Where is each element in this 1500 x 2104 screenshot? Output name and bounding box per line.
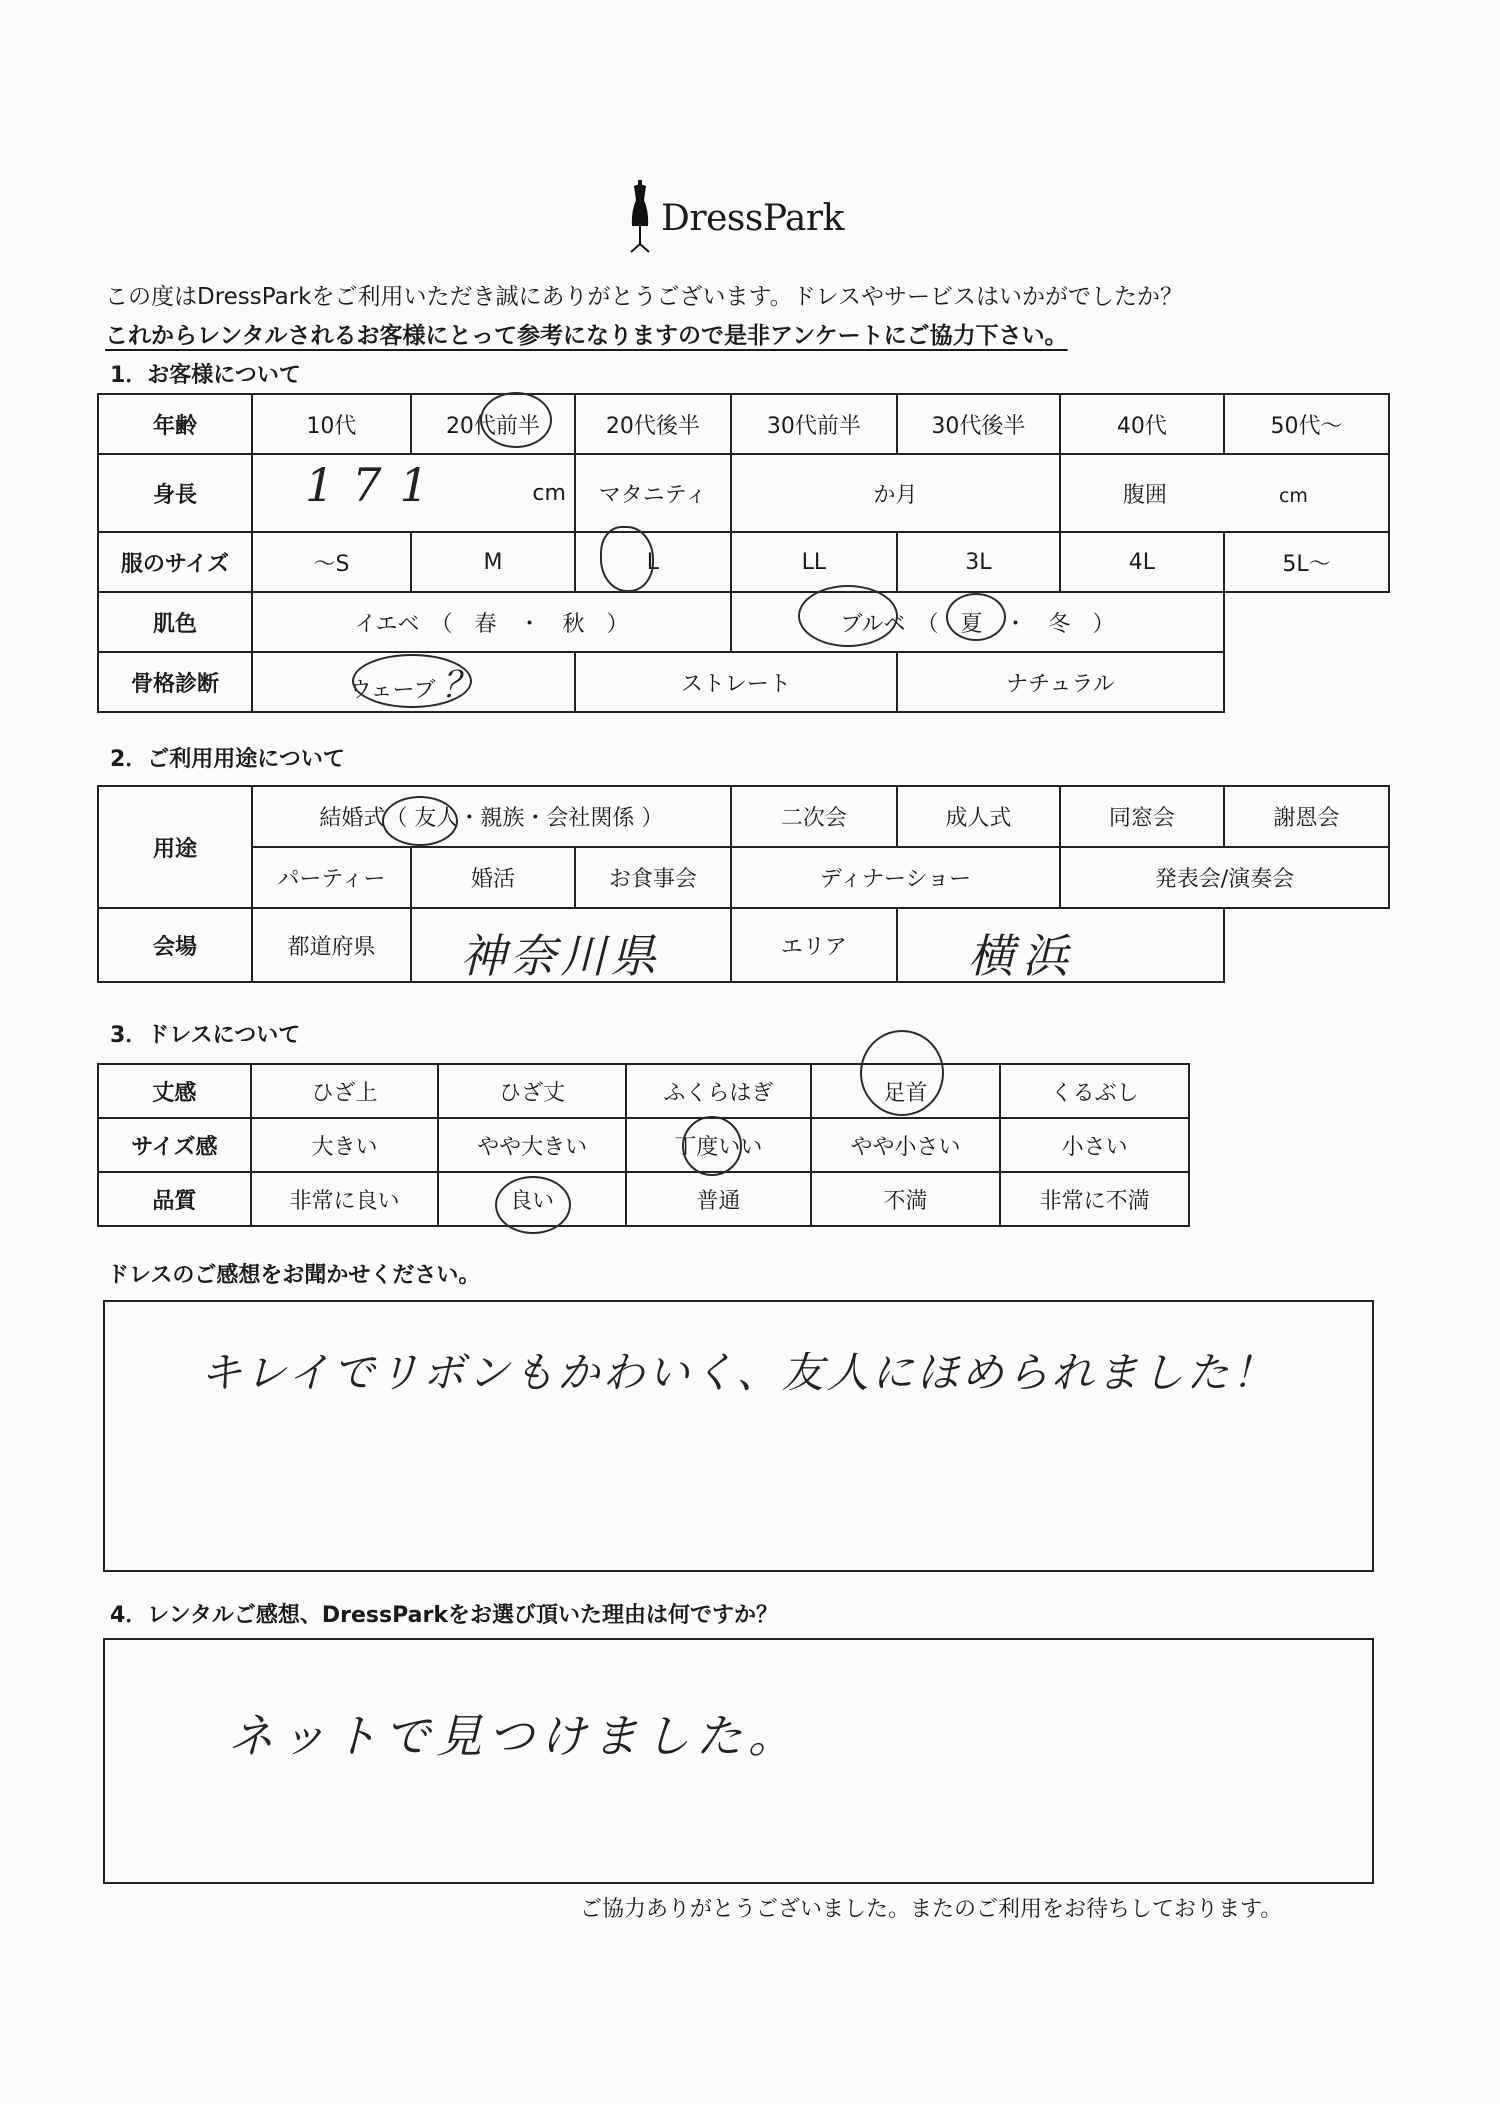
quality-option[interactable]: 非常に不満 bbox=[1000, 1172, 1189, 1226]
waist-label: 腹囲 bbox=[1122, 482, 1167, 508]
purpose-option[interactable]: 同窓会 bbox=[1060, 786, 1224, 847]
venue-row bbox=[98, 908, 1389, 982]
skin-row bbox=[98, 592, 1389, 652]
purpose-option[interactable]: 二次会 bbox=[731, 786, 897, 847]
purpose-option[interactable]: ディナーショー bbox=[731, 847, 1060, 908]
intro-line-2: これからレンタルされるお客様にとって参考になりますので是非アンケートにご協力下さい。 bbox=[105, 323, 1068, 349]
purpose-label: 用途 bbox=[98, 786, 252, 908]
height-label: 身長 bbox=[98, 454, 252, 532]
blank-cell bbox=[1224, 652, 1389, 712]
frame-label: 骨格診断 bbox=[98, 652, 252, 712]
age-option[interactable]: 30代後半 bbox=[897, 394, 1060, 454]
length-option[interactable]: ひざ丈 bbox=[438, 1064, 626, 1118]
intro-line-1: この度はDressParkをご利用いただき誠にありがとうございます。ドレスやサービスはいかがでしたか？ bbox=[105, 284, 1183, 310]
purpose-option[interactable]: パーティー bbox=[252, 847, 411, 908]
fit-option[interactable]: 大きい bbox=[251, 1118, 439, 1172]
logo bbox=[625, 178, 885, 258]
area-value: 横浜 bbox=[968, 929, 1076, 983]
size-option[interactable]: LL bbox=[731, 532, 897, 592]
pref-label: 都道府県 bbox=[252, 908, 411, 982]
venue-label: 会場 bbox=[98, 908, 252, 982]
age-option[interactable]: 50代～ bbox=[1224, 394, 1389, 454]
length-option[interactable]: ひざ上 bbox=[251, 1064, 439, 1118]
section-1-title: 1．お客様について bbox=[110, 363, 301, 388]
fit-row bbox=[98, 1118, 1189, 1172]
height-unit: cm bbox=[532, 480, 566, 506]
skin-blue-seasons: （ 夏 ・ 冬 ） bbox=[927, 611, 1115, 637]
blank-cell bbox=[1224, 592, 1389, 652]
waist-field[interactable] bbox=[1060, 454, 1389, 532]
purpose-option[interactable]: 婚活 bbox=[411, 847, 575, 908]
length-option[interactable]: ふくらはぎ bbox=[626, 1064, 811, 1118]
purpose-row-1 bbox=[98, 786, 1389, 847]
length-option[interactable]: くるぶし bbox=[1000, 1064, 1189, 1118]
waist-unit: cm bbox=[1278, 484, 1308, 507]
age-option[interactable]: 20代後半 bbox=[575, 394, 731, 454]
quality-option[interactable]: 不満 bbox=[811, 1172, 1001, 1226]
length-label: 丈感 bbox=[98, 1064, 251, 1118]
dress-table bbox=[97, 1063, 1190, 1227]
age-option-selected[interactable]: 20代前半 bbox=[411, 394, 575, 454]
purpose-option[interactable]: 謝恩会 bbox=[1224, 786, 1389, 847]
customer-table bbox=[97, 393, 1390, 713]
size-option[interactable]: 3L bbox=[897, 532, 1060, 592]
dress-comment-text: キレイでリボンもかわいく、友人にほめられました！ bbox=[200, 1348, 1277, 1397]
purpose-wedding[interactable]: 結婚式（ 友人・親族・会社関係 ） bbox=[252, 786, 731, 847]
purpose-table bbox=[97, 785, 1390, 983]
height-value: 171 bbox=[305, 458, 447, 512]
quality-row bbox=[98, 1172, 1189, 1226]
purpose-option[interactable]: 発表会/演奏会 bbox=[1060, 847, 1389, 908]
dress-form-icon bbox=[625, 178, 655, 258]
fit-option[interactable]: 小さい bbox=[1000, 1118, 1189, 1172]
months-unit: か月 bbox=[873, 482, 918, 508]
age-option[interactable]: 10代 bbox=[252, 394, 411, 454]
quality-label: 品質 bbox=[98, 1172, 251, 1226]
size-option-selected[interactable]: L bbox=[575, 532, 731, 592]
maternity-label: マタニティ bbox=[575, 454, 731, 532]
skin-blue-option[interactable] bbox=[731, 592, 1224, 652]
skin-blue-word: ブルベ bbox=[840, 611, 906, 637]
section-3-title: 3．ドレスについて bbox=[110, 1023, 301, 1048]
length-row bbox=[98, 1064, 1189, 1118]
skin-yellow-option[interactable]: イエベ （ 春 ・ 秋 ） bbox=[252, 592, 731, 652]
length-option-selected[interactable]: 足首 bbox=[811, 1064, 1001, 1118]
frame-option-selected[interactable] bbox=[252, 652, 575, 712]
footer-thanks: ご協力ありがとうございました。またのご利用をお待ちしております。 bbox=[580, 1897, 1283, 1922]
size-option[interactable]: 4L bbox=[1060, 532, 1224, 592]
age-row bbox=[98, 394, 1389, 454]
frame-wave: ウェーブ bbox=[349, 677, 436, 703]
fit-label: サイズ感 bbox=[98, 1118, 251, 1172]
fit-option[interactable]: やや小さい bbox=[811, 1118, 1001, 1172]
height-row bbox=[98, 454, 1389, 532]
skin-label: 肌色 bbox=[98, 592, 252, 652]
size-label: 服のサイズ bbox=[98, 532, 252, 592]
purpose-option[interactable]: 成人式 bbox=[897, 786, 1060, 847]
age-option[interactable]: 40代 bbox=[1060, 394, 1224, 454]
size-row bbox=[98, 532, 1389, 592]
age-label: 年齢 bbox=[98, 394, 252, 454]
fit-option-selected[interactable]: 丁度いい bbox=[626, 1118, 811, 1172]
quality-option[interactable]: 非常に良い bbox=[251, 1172, 439, 1226]
purpose-option[interactable]: お食事会 bbox=[575, 847, 731, 908]
reason-text: ネットで見つけました。 bbox=[228, 1709, 800, 1763]
section-4-title: 4．レンタルご感想、DressParkをお選び頂いた理由は何ですか？ bbox=[110, 1603, 778, 1628]
fit-option[interactable]: やや大きい bbox=[438, 1118, 626, 1172]
section-2-title: 2．ご利用用途について bbox=[110, 747, 345, 772]
quality-option-selected[interactable]: 良い bbox=[438, 1172, 626, 1226]
frame-option[interactable]: ストレート bbox=[575, 652, 897, 712]
frame-note: ？ bbox=[441, 664, 478, 706]
frame-option[interactable]: ナチュラル bbox=[897, 652, 1224, 712]
logo-text: DressPark bbox=[661, 198, 844, 239]
purpose-row-2 bbox=[98, 847, 1389, 908]
maternity-months-field[interactable] bbox=[731, 454, 1060, 532]
dress-comment-label: ドレスのご感想をお聞かせください。 bbox=[107, 1263, 481, 1288]
size-option[interactable]: ～S bbox=[252, 532, 411, 592]
frame-row bbox=[98, 652, 1389, 712]
size-option[interactable]: M bbox=[411, 532, 575, 592]
area-label: エリア bbox=[731, 908, 897, 982]
age-option[interactable]: 30代前半 bbox=[731, 394, 897, 454]
pref-value: 神奈川県 bbox=[460, 929, 660, 983]
blank-cell bbox=[1224, 908, 1389, 982]
size-option[interactable]: 5L～ bbox=[1224, 532, 1389, 592]
quality-option[interactable]: 普通 bbox=[626, 1172, 811, 1226]
